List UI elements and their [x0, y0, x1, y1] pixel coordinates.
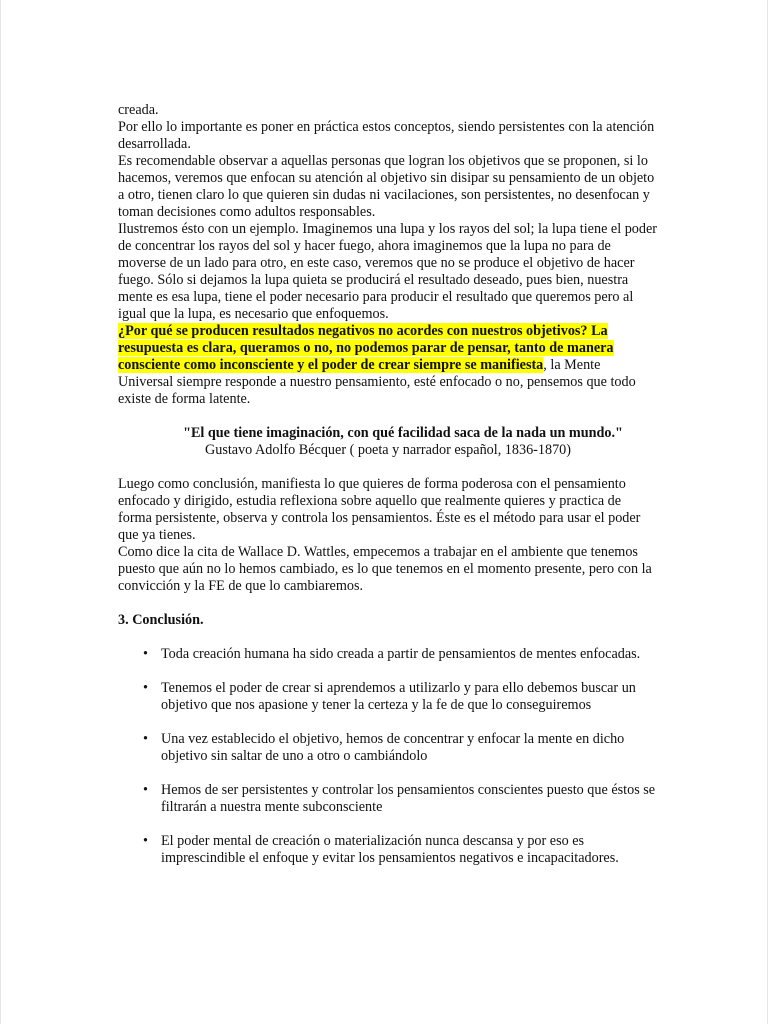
list-item: [118, 731, 658, 765]
list-item-text: Tenemos el poder de crear si aprendemos a utilizarlo y para ello debemos buscar un objetivo que nos apasione y tener la certeza y la fe de que lo conseguiremos: [161, 680, 636, 713]
bullet-icon: •: [143, 782, 148, 798]
bullet-icon: •: [143, 646, 148, 662]
section-heading: 3. Conclusión.: [118, 612, 204, 628]
paragraph-2: Por ello lo importante es poner en práctica estos conceptos, siendo persistentes con la atención desarrollada.: [118, 119, 655, 152]
list-item-text: Hemos de ser persistentes y controlar los pensamientos conscientes puesto que éstos se filtrarán a nuestra mente subconsciente: [161, 782, 656, 815]
highlighted-paragraph: [118, 323, 658, 408]
quote-text: "El que tiene imaginación, con qué facilidad saca de la nada un mundo.": [183, 425, 623, 441]
list-item: [118, 782, 658, 816]
conclusion-intro: [118, 476, 658, 595]
bullet-icon: •: [143, 680, 148, 696]
paragraph-3: Es recomendable observar a aquellas personas que logran los objetivos que se proponen, si lo hacemos, veremos que enfocan su atención al objetivo sin disipar su pensamiento de un objeto a otro, tienen claro lo que quieren sin dudas ni vacilaciones, son persistentes, no desenfocan y toman decisiones como adultos responsables.: [118, 153, 655, 220]
list-item-text: Toda creación humana ha sido creada a partir de pensamientos de mentes enfocadas.: [161, 646, 641, 662]
paragraph-6: Como dice la cita de Wallace D. Wattles, empecemos a trabajar en el ambiente que tenemos puesto que aún no lo hemos cambiado, es lo que tenemos en el momento presente, pero con la convicción y la FE de que lo cambiaremos.: [118, 544, 652, 594]
list-item-text: Una vez establecido el objetivo, hemos de concentrar y enfocar la mente en dicho objetivo sin saltar de uno a otro o cambiándolo: [161, 731, 625, 764]
bullet-icon: •: [143, 731, 148, 747]
list-item: [118, 646, 658, 663]
highlighted-text: ¿Por qué se producen resultados negativos no acordes con nuestros objetivos? La resupuesta es clara, queramos o no, no podemos parar de pensar, tanto de manera consciente como inconsciente y el poder de crear siempre se manifiesta: [118, 323, 614, 373]
list-item: [118, 680, 658, 714]
list-item-text: El poder mental de creación o materialización nunca descansa y por eso es imprescindible el enfoque y evitar los pensamientos negativos e incapacitadores.: [161, 833, 619, 866]
quote-block: [118, 425, 658, 459]
paragraph-1: creada.: [118, 102, 159, 118]
paragraph-5: Luego como conclusión, manifiesta lo que quieres de forma poderosa con el pensamiento enfocado y dirigido, estudia reflexiona sobre aquello que realmente quieres y practica de forma persistente, observa y controla los pensamientos. Éste es el método para usar el poder que ya tienes.: [118, 476, 641, 543]
bullet-icon: •: [143, 833, 148, 849]
document-body: [118, 102, 658, 884]
list-item: [118, 833, 658, 867]
highlight-continuation: , la Mente Universal siempre responde a nuestro pensamiento, esté enfocado o no, pensemos que todo existe de forma latente.: [118, 357, 636, 407]
conclusion-list: [118, 646, 658, 867]
quote-author: Gustavo Adolfo Bécquer ( poeta y narrador español, 1836-1870): [204, 442, 571, 458]
paragraph-4: Ilustremos ésto con un ejemplo. Imaginemos una lupa y los rayos del sol; la lupa tiene el poder de concentrar los rayos del sol y hacer fuego, ahora imaginemos que la lupa no para de moverse de un lado para otro, en este caso, veremos que no se produce el objetivo de hacer fuego. Sólo si dejamos la lupa quieta se producirá el resultado deseado, pues bien, nuestra mente es esa lupa, tiene el poder necesario para producir el resultado que queremos pero al igual que la lupa, es necesario que enfoquemos.: [118, 221, 658, 322]
